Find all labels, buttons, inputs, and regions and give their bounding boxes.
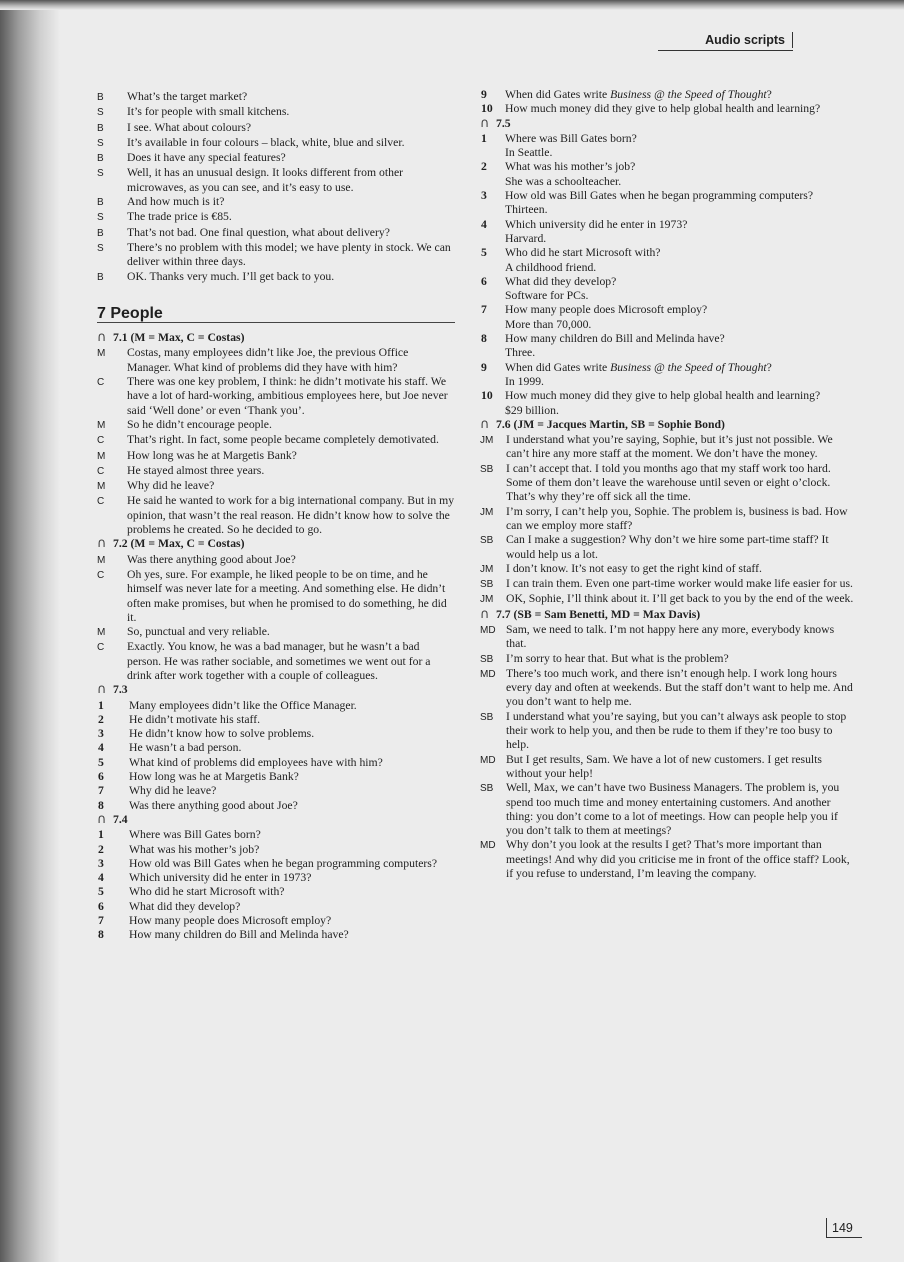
- dialogue-line: [480, 562, 855, 577]
- speaker-label: JM: [480, 594, 494, 606]
- item-text: [505, 361, 855, 390]
- item-number: 7: [481, 303, 487, 317]
- line-text: Was there anything good about Joe?: [127, 552, 296, 566]
- line-text: I understand what you’re saying, Sophie, but it’s just not possible. We can’t hire any more staff at the moment. We don’t have the money.: [506, 433, 833, 461]
- item-number: 4: [481, 217, 487, 231]
- item-text: [129, 727, 455, 741]
- speaker-label: M: [97, 627, 106, 639]
- speaker-label: B: [97, 92, 104, 103]
- item-text: [129, 756, 455, 770]
- line-text: What’s the target market?: [127, 90, 248, 103]
- question-text: Where was Bill Gates born?: [505, 131, 637, 145]
- headphones-icon: ∩: [97, 330, 107, 346]
- question-text: What did they develop?: [129, 899, 241, 913]
- track-7-5: [480, 117, 855, 418]
- dialogue-line: [480, 652, 855, 667]
- dialogue-line: [97, 418, 455, 433]
- question-text: Who did he start Microsoft with?: [129, 885, 285, 899]
- numbered-item: [97, 928, 455, 942]
- question-text: What was his mother’s job?: [505, 160, 636, 174]
- track-title: [97, 331, 455, 345]
- track-7-1: [97, 331, 455, 537]
- left-column: [97, 90, 455, 943]
- dialogue-line: [480, 781, 855, 838]
- dialogue-line: [480, 533, 855, 562]
- item-text: [505, 275, 855, 304]
- line-text: There was one key problem, I think: he didn’t motivate his staff. We have a lot of hard-working, ambitious employees here, but Joe never said ‘Well done’ or even ‘Thank you’.: [127, 375, 448, 417]
- dialogue-line: [97, 226, 455, 241]
- item-number: 9: [481, 88, 487, 101]
- item-number: 3: [481, 189, 487, 203]
- item-text: [129, 699, 455, 713]
- dialogue-line: [97, 151, 455, 166]
- item-text: [129, 843, 455, 857]
- track-title: [97, 537, 455, 551]
- track-title: [97, 813, 455, 827]
- track-title-text: 7.4: [113, 812, 128, 826]
- page-top-edge: [0, 0, 904, 10]
- question-text: What did they develop?: [505, 274, 617, 288]
- speaker-label: B: [97, 197, 104, 209]
- question-text: Many employees didn’t like the Office Manager.: [129, 698, 357, 712]
- speaker-label: MD: [480, 668, 496, 680]
- dialogue-line: [97, 449, 455, 464]
- line-text: Why don’t you look at the results I get? That’s more important than meetings! And why did you criticise me in front of the office staff? Look, if you refuse to understand, I’m leaving the company.: [506, 838, 850, 881]
- dialogue-line: [480, 753, 855, 782]
- dialogue-line: [97, 433, 455, 448]
- item-text: [505, 218, 855, 247]
- item-text: [129, 900, 455, 914]
- track-7-6: [480, 418, 855, 608]
- answer-text: Thirteen.: [505, 203, 548, 217]
- speaker-label: S: [97, 107, 104, 119]
- item-number: 10: [481, 102, 493, 116]
- speaker-label: MD: [480, 624, 496, 636]
- item-number: 1: [481, 131, 487, 145]
- right-column: [480, 88, 855, 881]
- item-number: 8: [481, 332, 487, 346]
- item-text: [505, 246, 855, 275]
- item-number: 2: [481, 160, 487, 174]
- headphones-icon: ∩: [480, 416, 490, 432]
- line-text: He said he wanted to work for a big international company. But in my opinion, that wasn’t the real reason. He didn’t know how to solve the problems he created. So he decided to go.: [127, 494, 455, 537]
- line-text: Why did he leave?: [127, 479, 215, 493]
- dialogue-line: [97, 166, 455, 195]
- item-text: [129, 885, 455, 899]
- numbered-item: [97, 900, 455, 914]
- dialogue-line: [480, 433, 855, 462]
- speaker-label: M: [97, 419, 106, 431]
- line-text: Well, it has an unusual design. It looks different from other microwaves, as you can see, and it’s easy to use.: [127, 166, 404, 194]
- book-title: Business @ the Speed of Thought: [610, 88, 767, 101]
- running-header: [658, 30, 793, 51]
- item-number: 1: [98, 828, 104, 842]
- dialogue-continuation: [97, 90, 455, 285]
- question-text: What was his mother’s job?: [129, 842, 260, 856]
- line-text: Sam, we need to talk. I’m not happy here any more, everybody knows that.: [506, 622, 835, 651]
- dialogue-line: [480, 462, 855, 505]
- speaker-label: S: [97, 137, 104, 149]
- dialogue-line: [480, 505, 855, 534]
- dialogue-line: [97, 640, 455, 683]
- speaker-label: M: [97, 554, 106, 566]
- question-text: Where was Bill Gates born?: [129, 828, 261, 842]
- page-binding-shadow: [0, 0, 60, 1262]
- question-text: Who did he start Microsoft with?: [505, 246, 661, 260]
- answer-text: Harvard.: [505, 231, 547, 245]
- dialogue-line: [97, 241, 455, 270]
- line-text: How long was he at Margetis Bank?: [127, 448, 297, 462]
- line-text: Does it have any special features?: [127, 151, 286, 165]
- question-text: When did Gates write: [505, 360, 611, 374]
- dialogue-line: [97, 568, 455, 625]
- track-title: [480, 418, 855, 432]
- line-text: It’s for people with small kitchens.: [127, 105, 290, 119]
- item-text: [129, 799, 455, 813]
- item-text: [505, 189, 855, 218]
- dialogue-line: [97, 121, 455, 136]
- item-text: [505, 88, 855, 102]
- numbered-item: [97, 756, 455, 770]
- question-text: He didn’t motivate his staff.: [129, 712, 261, 726]
- numbered-item: [97, 828, 455, 842]
- line-text: I’m sorry, I can’t help you, Sophie. The problem is, business is bad. How can we employ more staff?: [506, 504, 848, 532]
- numbered-item: [480, 132, 855, 161]
- numbered-item: [97, 871, 455, 885]
- line-text: I don’t know. It’s not easy to get the right kind of staff.: [506, 561, 762, 575]
- speaker-label: MD: [480, 840, 496, 852]
- item-text: [505, 389, 855, 418]
- track-7-4-continued: [480, 88, 855, 117]
- item-text: [129, 784, 455, 798]
- line-text: I understand what you’re saying, but you can’t always ask people to stop their work to help you, and then be rude to them if they’re too busy to help.: [506, 709, 847, 752]
- line-text: There’s too much work, and there isn’t enough help. I work long hours every day and often at weekends. But the staff don’t want to help me. And you don’t want to help me.: [506, 666, 853, 709]
- question-end: ?: [766, 360, 772, 374]
- dialogue-line: [97, 494, 455, 537]
- question-text: Which university did he enter in 1973?: [129, 871, 312, 885]
- answer-text: Three.: [505, 346, 536, 360]
- speaker-label: B: [97, 153, 104, 165]
- line-text: I can’t accept that. I told you months ago that my staff work too hard. Some of them don’t leave the warehouse until seven or eight o’clock. That’s why they’re off sick all the time.: [506, 461, 831, 504]
- headphones-icon: ∩: [97, 811, 107, 827]
- item-text: [129, 741, 455, 755]
- speaker-label: C: [97, 435, 105, 447]
- line-text: Costas, many employees didn’t like Joe, the previous Office Manager. What kind of problems did they have with him?: [127, 346, 409, 374]
- dialogue-line: [480, 577, 855, 592]
- numbered-item: [480, 275, 855, 304]
- question-end: ?: [766, 88, 772, 101]
- dialogue-line: [97, 464, 455, 479]
- numbered-item: [480, 332, 855, 361]
- headphones-icon: ∩: [480, 606, 490, 622]
- numbered-item: [97, 784, 455, 798]
- speaker-label: C: [97, 642, 105, 654]
- answer-text: $29 billion.: [505, 403, 559, 417]
- item-text: [129, 871, 455, 885]
- item-number: 4: [98, 871, 104, 885]
- line-text: OK, Sophie, I’ll think about it. I’ll get back to you by the end of the week.: [506, 592, 854, 606]
- item-number: 5: [481, 246, 487, 260]
- line-text: I can train them. Even one part-time worker would make life easier for us.: [506, 577, 853, 591]
- numbered-item: [480, 389, 855, 418]
- item-number: 6: [481, 274, 487, 288]
- track-title-text: 7.5: [496, 116, 511, 130]
- headphones-icon: ∩: [480, 115, 490, 131]
- dialogue-line: [97, 136, 455, 151]
- headphones-icon: ∩: [97, 536, 107, 552]
- item-text: [129, 770, 455, 784]
- item-number: 7: [98, 914, 104, 928]
- numbered-item: [97, 699, 455, 713]
- line-text: Well, Max, we can’t have two Business Managers. The problem is, you spend too much time and money entertaining customers. And another thing: you don’t come to a lot of meetings. How can people help you if you don’t talk to them at meetings?: [506, 781, 840, 838]
- speaker-label: SB: [480, 653, 494, 665]
- speaker-label: S: [97, 242, 104, 254]
- dialogue-line: [97, 375, 455, 418]
- answer-text: She was a schoolteacher.: [505, 174, 622, 188]
- numbered-item: [97, 799, 455, 813]
- dialogue-line: [97, 625, 455, 640]
- numbered-item: [97, 713, 455, 727]
- item-text: [129, 928, 455, 942]
- line-text: Oh yes, sure. For example, he liked people to be on time, and he himself was never late for a meeting. And something else. He didn’t often make promises, but when he promised to do something, he did it.: [127, 567, 447, 624]
- question-text: How many people does Microsoft employ?: [505, 303, 708, 317]
- track-title-text: 7.3: [113, 683, 128, 697]
- numbered-item: [480, 246, 855, 275]
- question-text: How much money did they give to help global health and learning?: [505, 389, 821, 403]
- question-text: How much money did they give to help global health and learning?: [505, 102, 821, 116]
- item-number: 2: [98, 842, 104, 856]
- numbered-item: [480, 361, 855, 390]
- track-7-2: [97, 537, 455, 683]
- track-7-7: [480, 608, 855, 882]
- book-title: Business @ the Speed of Thought: [610, 360, 767, 374]
- question-text: Which university did he enter in 1973?: [505, 217, 688, 231]
- item-number: 2: [98, 712, 104, 726]
- item-number: 9: [481, 360, 487, 374]
- speaker-label: C: [97, 569, 105, 581]
- section-title: 7 People: [97, 307, 455, 323]
- speaker-label: C: [97, 496, 105, 508]
- track-7-3: [97, 683, 455, 813]
- question-text: How many children do Bill and Melinda have?: [129, 928, 349, 942]
- line-text: OK. Thanks very much. I’ll get back to you.: [127, 269, 335, 283]
- item-text: [505, 303, 855, 332]
- track-title: [97, 683, 455, 697]
- dialogue-line: [97, 90, 455, 105]
- dialogue-line: [480, 667, 855, 710]
- item-number: 5: [98, 885, 104, 899]
- track-title: [480, 608, 855, 622]
- track-title-text: 7.2 (M = Max, C = Costas): [113, 537, 245, 551]
- question-text: He wasn’t a bad person.: [129, 741, 242, 755]
- header-title: Audio scripts: [705, 33, 785, 47]
- speaker-label: C: [97, 377, 105, 389]
- question-text: He didn’t know how to solve problems.: [129, 727, 315, 741]
- line-text: But I get results, Sam. We have a lot of new customers. I get results without your help!: [506, 752, 822, 780]
- dialogue-line: [480, 838, 855, 881]
- track-7-4: [97, 813, 455, 943]
- line-text: I’m sorry to hear that. But what is the problem?: [506, 651, 729, 665]
- item-text: [129, 914, 455, 928]
- dialogue-line: [97, 210, 455, 225]
- item-text: [505, 132, 855, 161]
- question-text: Why did he leave?: [129, 784, 217, 798]
- speaker-label: B: [97, 122, 104, 134]
- speaker-label: MD: [480, 754, 496, 766]
- numbered-item: [97, 914, 455, 928]
- numbered-item: [97, 770, 455, 784]
- item-text: [129, 857, 455, 871]
- numbered-item: [480, 218, 855, 247]
- track-title: [480, 117, 855, 131]
- line-text: So he didn’t encourage people.: [127, 417, 272, 431]
- line-text: That’s right. In fact, some people became completely demotivated.: [127, 433, 439, 447]
- item-text: [129, 713, 455, 727]
- track-title-text: 7.6 (JM = Jacques Martin, SB = Sophie Bond): [496, 417, 725, 431]
- speaker-label: SB: [480, 711, 494, 723]
- line-text: Exactly. You know, he was a bad manager, but he wasn’t a bad person. He was rather sociable, and sometimes we went out for a drink after work together with a couple of colleagues.: [127, 640, 431, 682]
- line-text: And how much is it?: [127, 195, 225, 209]
- speaker-label: SB: [480, 783, 494, 795]
- speaker-label: M: [97, 481, 106, 493]
- numbered-item: [97, 857, 455, 871]
- numbered-item: [480, 102, 855, 116]
- speaker-label: M: [97, 348, 106, 360]
- line-text: So, punctual and very reliable.: [127, 625, 270, 639]
- item-number: 10: [481, 389, 493, 403]
- item-number: 3: [98, 856, 104, 870]
- speaker-label: JM: [480, 506, 494, 518]
- item-text: [505, 102, 855, 116]
- speaker-label: C: [97, 465, 105, 477]
- speaker-label: SB: [480, 579, 494, 591]
- dialogue-line: [480, 710, 855, 753]
- question-text: How many children do Bill and Melinda have?: [505, 332, 725, 346]
- answer-text: In 1999.: [505, 374, 544, 388]
- item-text: [129, 828, 455, 842]
- question-text: What kind of problems did employees have with him?: [129, 755, 383, 769]
- speaker-label: B: [97, 271, 104, 283]
- line-text: Can I make a suggestion? Why don’t we hire some part-time staff? It would help us a lot.: [506, 533, 829, 561]
- speaker-label: JM: [480, 563, 494, 575]
- line-text: I see. What about colours?: [127, 120, 252, 134]
- speaker-label: S: [97, 168, 104, 180]
- numbered-item: [480, 303, 855, 332]
- dialogue-line: [97, 270, 455, 285]
- line-text: The trade price is €85.: [127, 210, 232, 224]
- header-divider: [792, 32, 793, 48]
- item-text: [505, 332, 855, 361]
- line-text: He stayed almost three years.: [127, 463, 265, 477]
- item-number: 8: [98, 928, 104, 942]
- item-number: 6: [98, 899, 104, 913]
- numbered-item: [97, 741, 455, 755]
- line-text: It’s available in four colours – black, white, blue and silver.: [127, 135, 405, 149]
- answer-text: Software for PCs.: [505, 289, 589, 303]
- numbered-item: [480, 88, 855, 102]
- page-number: 149: [826, 1218, 862, 1238]
- answer-text: More than 70,000.: [505, 317, 592, 331]
- dialogue-line: [97, 195, 455, 210]
- speaker-label: B: [97, 227, 104, 239]
- track-title-text: 7.1 (M = Max, C = Costas): [113, 331, 245, 345]
- numbered-item: [97, 843, 455, 857]
- item-number: 7: [98, 784, 104, 798]
- item-number: 3: [98, 727, 104, 741]
- dialogue-line: [480, 623, 855, 652]
- numbered-item: [97, 727, 455, 741]
- numbered-item: [97, 885, 455, 899]
- speaker-label: S: [97, 212, 104, 224]
- dialogue-line: [480, 592, 855, 607]
- dialogue-line: [97, 553, 455, 568]
- question-text: Was there anything good about Joe?: [129, 798, 298, 812]
- answer-text: In Seattle.: [505, 146, 553, 160]
- numbered-item: [480, 189, 855, 218]
- headphones-icon: ∩: [97, 682, 107, 698]
- question-text: When did Gates write: [505, 88, 611, 101]
- dialogue-line: [97, 346, 455, 375]
- line-text: That’s not bad. One final question, what about delivery?: [127, 225, 390, 239]
- item-number: 4: [98, 741, 104, 755]
- speaker-label: SB: [480, 535, 494, 547]
- item-text: [505, 160, 855, 189]
- question-text: How old was Bill Gates when he began programming computers?: [129, 856, 438, 870]
- speaker-label: M: [97, 450, 106, 462]
- dialogue-line: [97, 105, 455, 120]
- dialogue-line: [97, 479, 455, 494]
- question-text: How long was he at Margetis Bank?: [129, 770, 299, 784]
- speaker-label: JM: [480, 435, 494, 447]
- item-number: 6: [98, 770, 104, 784]
- answer-text: A childhood friend.: [505, 260, 597, 274]
- question-text: How old was Bill Gates when he began programming computers?: [505, 189, 814, 203]
- item-number: 1: [98, 698, 104, 712]
- item-number: 8: [98, 798, 104, 812]
- question-text: How many people does Microsoft employ?: [129, 914, 332, 928]
- numbered-item: [480, 160, 855, 189]
- speaker-label: SB: [480, 463, 494, 475]
- item-number: 5: [98, 755, 104, 769]
- track-title-text: 7.7 (SB = Sam Benetti, MD = Max Davis): [496, 607, 701, 621]
- line-text: There’s no problem with this model; we have plenty in stock. We can deliver within three days.: [127, 240, 451, 269]
